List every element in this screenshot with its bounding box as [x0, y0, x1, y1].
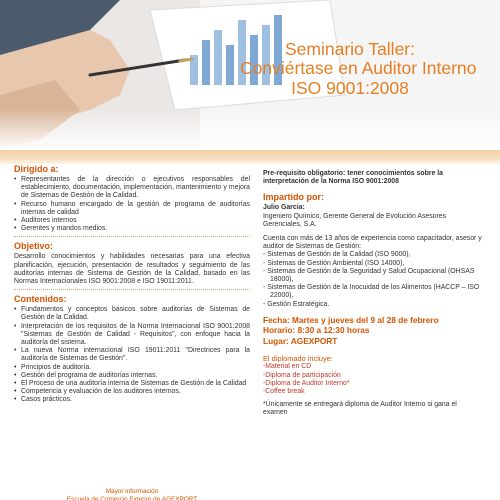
contenidos-heading: Contenidos: — [14, 294, 67, 305]
school-name: Escuela de Comercio Exterior de AGEXPORT — [66, 496, 198, 500]
dirigido-heading: Dirigido a: — [14, 164, 59, 174]
orange-banner-strip — [0, 150, 500, 164]
more-info-footer — [14, 488, 250, 500]
experience-intro: Cuenta con más de 13 años de experiencia como capacitador, asesor y auditor de Sistemas de Gestión: — [263, 235, 482, 251]
seminar-title — [240, 39, 477, 98]
title-line-2: Conviértase en Auditor Interno — [240, 58, 477, 79]
contenidos-list — [14, 306, 250, 404]
title-line-1: Seminario Taller: — [284, 39, 415, 59]
more-info-label: Mayor información — [105, 488, 159, 495]
list-item: -Diploma de Auditor Interno* — [263, 379, 350, 387]
instructor-title: Ingeniero Químico, Gerente General de Evolución Asesores Gerenciales, S.A. — [263, 212, 447, 228]
objetivo-text: Desarrollo conocimientos y habilidades necesarias para una efectiva planificación, ejecución, presentación de resultados y seguimiento de las auditorías internas de Sistema de Gestión de la Calidad, basado en las Normas Internacionales ISO 9001:2008 e ISO 19011:2011. — [14, 253, 250, 286]
list-item: • Recurso humano encargado de la gestión de programa de auditorías internas de calidad — [14, 201, 250, 217]
list-item: - Sistemas de Gestión de la Seguridad y Salud Ocupacional (OHSAS 18000), — [263, 267, 475, 284]
list-item: -Coffee break — [263, 387, 305, 395]
hero-banner — [0, 0, 500, 150]
list-item: • Interpretación de los requisitos de la Norma Internacional ISO 9001:2008 "Sistemas de Gestión de Calidad - Requisitos", con enfoque hacia la auditoría del sistema. — [14, 323, 250, 348]
hero-fade — [0, 108, 500, 150]
dirigido-list — [14, 176, 250, 233]
impartido-heading: Impartido por: — [263, 192, 324, 203]
list-item: -Diploma de participación — [263, 371, 341, 379]
lugar-line: Lugar: AGEXPORT — [263, 335, 338, 346]
list-item: • Principios de auditoría. — [14, 364, 250, 372]
instructor-name: Julio Garcia: — [263, 204, 305, 212]
list-item: - Sistemas de Gestión de la Calidad (ISO 9000), — [263, 251, 411, 259]
list-item: • Gestión del programa de auditorías internas. — [14, 372, 250, 380]
list-item: • Competencia y evaluación de los auditores internos. — [14, 388, 250, 396]
right-column — [263, 170, 483, 418]
experience-list — [263, 251, 483, 308]
list-item: • Fundamentos y conceptos básicos sobre auditorías de Sistemas de Gestión de la Calidad. — [14, 306, 250, 322]
list-item: • Auditores internos — [14, 217, 250, 225]
prerequisite-text: Pre-requisito obligatorio: tener conocimientos sobre la interpretación de la Norma ISO 9001:2008 — [263, 170, 443, 186]
divider — [14, 289, 250, 290]
list-item: • Casos prácticos. — [14, 396, 250, 404]
list-item: - Sistemas de Gestión Ambiental (ISO 14000), — [263, 259, 405, 267]
horario-line: Horario: 8:30 a 12:30 horas — [263, 325, 370, 336]
diplomado-heading: El diplomado incluye: — [263, 354, 333, 364]
list-item: • Representantes de la dirección o ejecutivos responsables del establecimiento, documentación, implementación, mantenimiento y mejora de Sistemas de Gestión de la Calidad. — [14, 176, 250, 201]
list-item: - Sistemas de Gestión de la Inocuidad de los Alimentos (HACCP – ISO 22000), — [263, 284, 480, 300]
left-column — [14, 164, 250, 405]
list-item: • La nueva Norma internacional ISO 19011:2011 "Directrices para la auditoría de Sistemas de Gestión". — [14, 347, 250, 363]
list-item: • El Proceso de una auditoría interna de Sistemas de Gestión de la Calidad — [14, 380, 250, 388]
objetivo-heading: Objetivo: — [14, 241, 54, 252]
divider — [14, 236, 250, 237]
list-item: -Material en CD — [263, 363, 312, 371]
content-area — [0, 164, 500, 500]
list-item: • Gerentes y mandos medios. — [14, 225, 250, 233]
title-line-3: ISO 9001:2008 — [291, 77, 409, 98]
list-item: - Gestión Estratégica. — [263, 300, 330, 308]
diploma-note: *Únicamente se entregará diploma de Auditor Interno si gana el examen — [263, 401, 457, 417]
fecha-line: Fecha: Martes y jueves del 9 al 28 de febrero — [263, 314, 439, 325]
